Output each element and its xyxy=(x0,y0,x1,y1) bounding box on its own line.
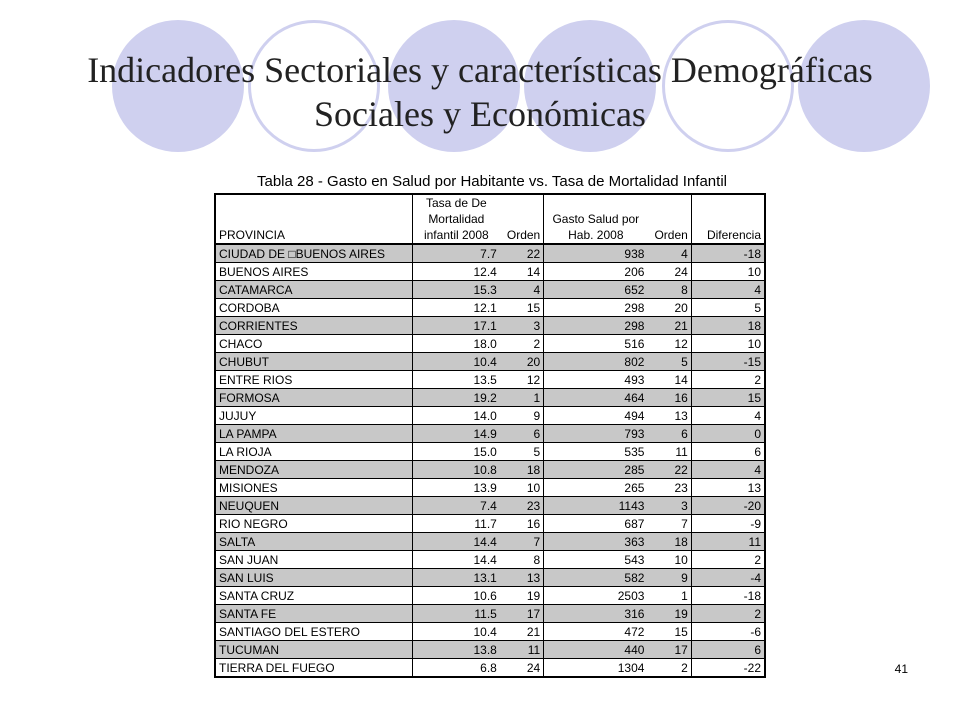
table-row xyxy=(215,335,765,353)
cell-orden-2: 22 xyxy=(647,461,691,479)
cell-orden-1: 7 xyxy=(500,533,544,551)
cell-diferencia: 18 xyxy=(691,317,765,335)
table-row xyxy=(215,371,765,389)
cell-provincia: CORRIENTES xyxy=(215,317,412,335)
cell-diferencia: 6 xyxy=(691,443,765,461)
cell-tasa: 13.5 xyxy=(412,371,500,389)
cell-diferencia: -18 xyxy=(691,587,765,605)
cell-tasa: 11.7 xyxy=(412,515,500,533)
cell-gasto: 793 xyxy=(544,425,648,443)
cell-orden-1: 5 xyxy=(500,443,544,461)
cell-orden-2: 9 xyxy=(647,569,691,587)
header-cell xyxy=(215,194,412,211)
cell-gasto: 516 xyxy=(544,335,648,353)
data-table xyxy=(214,193,766,678)
slide-title xyxy=(0,48,960,136)
cell-diferencia: 5 xyxy=(691,299,765,317)
cell-gasto: 543 xyxy=(544,551,648,569)
cell-tasa: 12.4 xyxy=(412,263,500,281)
cell-tasa: 11.5 xyxy=(412,605,500,623)
cell-orden-2: 19 xyxy=(647,605,691,623)
cell-diferencia: 4 xyxy=(691,461,765,479)
cell-orden-1: 21 xyxy=(500,623,544,641)
table-row xyxy=(215,299,765,317)
cell-provincia: BUENOS AIRES xyxy=(215,263,412,281)
cell-diferencia: 11 xyxy=(691,533,765,551)
cell-tasa: 12.1 xyxy=(412,299,500,317)
cell-provincia: LA RIOJA xyxy=(215,443,412,461)
table-row xyxy=(215,569,765,587)
cell-gasto: 440 xyxy=(544,641,648,659)
table-row xyxy=(215,605,765,623)
cell-tasa: 19.2 xyxy=(412,389,500,407)
cell-gasto: 298 xyxy=(544,317,648,335)
table-row xyxy=(215,479,765,497)
cell-gasto: 938 xyxy=(544,244,648,263)
slide-title-line1: Indicadores Sectoriales y características Demográficas xyxy=(87,50,873,90)
cell-orden-2: 16 xyxy=(647,389,691,407)
cell-gasto: 493 xyxy=(544,371,648,389)
header-gasto-line2: Hab. 2008 xyxy=(544,227,648,244)
cell-diferencia: 0 xyxy=(691,425,765,443)
cell-tasa: 10.4 xyxy=(412,353,500,371)
cell-orden-2: 8 xyxy=(647,281,691,299)
cell-provincia: SAN LUIS xyxy=(215,569,412,587)
cell-diferencia: 10 xyxy=(691,263,765,281)
cell-provincia: CATAMARCA xyxy=(215,281,412,299)
cell-provincia: TUCUMAN xyxy=(215,641,412,659)
cell-orden-2: 7 xyxy=(647,515,691,533)
table-row xyxy=(215,497,765,515)
cell-provincia: SANTA FE xyxy=(215,605,412,623)
cell-orden-1: 17 xyxy=(500,605,544,623)
cell-tasa: 6.8 xyxy=(412,659,500,678)
cell-diferencia: -4 xyxy=(691,569,765,587)
cell-gasto: 464 xyxy=(544,389,648,407)
cell-tasa: 15.3 xyxy=(412,281,500,299)
table-row xyxy=(215,659,765,678)
cell-orden-2: 21 xyxy=(647,317,691,335)
cell-orden-2: 18 xyxy=(647,533,691,551)
cell-diferencia: -20 xyxy=(691,497,765,515)
cell-orden-2: 11 xyxy=(647,443,691,461)
cell-provincia: SANTIAGO DEL ESTERO xyxy=(215,623,412,641)
cell-gasto: 535 xyxy=(544,443,648,461)
table-row xyxy=(215,353,765,371)
cell-orden-1: 11 xyxy=(500,641,544,659)
cell-tasa: 17.1 xyxy=(412,317,500,335)
cell-provincia: TIERRA DEL FUEGO xyxy=(215,659,412,678)
cell-gasto: 316 xyxy=(544,605,648,623)
table-row xyxy=(215,263,765,281)
page-number: 41 xyxy=(894,662,908,676)
cell-tasa: 13.9 xyxy=(412,479,500,497)
cell-diferencia: 2 xyxy=(691,605,765,623)
slide-title-line2: Sociales y Económicas xyxy=(314,94,646,134)
cell-provincia: CHACO xyxy=(215,335,412,353)
cell-tasa: 10.6 xyxy=(412,587,500,605)
cell-orden-1: 15 xyxy=(500,299,544,317)
table-row xyxy=(215,443,765,461)
cell-orden-2: 10 xyxy=(647,551,691,569)
cell-tasa: 18.0 xyxy=(412,335,500,353)
header-cell xyxy=(500,211,544,227)
cell-tasa: 13.1 xyxy=(412,569,500,587)
cell-gasto: 1143 xyxy=(544,497,648,515)
cell-orden-1: 19 xyxy=(500,587,544,605)
header-tasa-line1: Tasa de De xyxy=(412,194,500,211)
cell-diferencia: 13 xyxy=(691,479,765,497)
header-cell xyxy=(647,194,691,211)
cell-orden-1: 6 xyxy=(500,425,544,443)
cell-orden-1: 10 xyxy=(500,479,544,497)
cell-orden-1: 3 xyxy=(500,317,544,335)
header-orden-2: Orden xyxy=(647,227,691,244)
cell-diferencia: 2 xyxy=(691,371,765,389)
cell-orden-1: 9 xyxy=(500,407,544,425)
cell-orden-2: 6 xyxy=(647,425,691,443)
header-cell xyxy=(691,211,765,227)
cell-orden-2: 14 xyxy=(647,371,691,389)
cell-provincia: SANTA CRUZ xyxy=(215,587,412,605)
cell-tasa: 7.7 xyxy=(412,244,500,263)
cell-provincia: SAN JUAN xyxy=(215,551,412,569)
table-row xyxy=(215,317,765,335)
cell-orden-1: 1 xyxy=(500,389,544,407)
table-row xyxy=(215,551,765,569)
table-row xyxy=(215,533,765,551)
cell-orden-1: 18 xyxy=(500,461,544,479)
cell-gasto: 652 xyxy=(544,281,648,299)
cell-orden-2: 24 xyxy=(647,263,691,281)
cell-orden-1: 23 xyxy=(500,497,544,515)
cell-provincia: CORDOBA xyxy=(215,299,412,317)
header-cell xyxy=(691,194,765,211)
cell-diferencia: -9 xyxy=(691,515,765,533)
cell-orden-2: 13 xyxy=(647,407,691,425)
header-tasa-line3: infantil 2008 xyxy=(412,227,500,244)
table-row xyxy=(215,587,765,605)
table-caption: Tabla 28 - Gasto en Salud por Habitante vs. Tasa de Mortalidad Infantil xyxy=(256,173,727,190)
cell-orden-2: 2 xyxy=(647,659,691,678)
cell-tasa: 14.4 xyxy=(412,533,500,551)
cell-provincia: FORMOSA xyxy=(215,389,412,407)
cell-tasa: 14.0 xyxy=(412,407,500,425)
cell-orden-1: 8 xyxy=(500,551,544,569)
cell-provincia: CHUBUT xyxy=(215,353,412,371)
cell-orden-2: 5 xyxy=(647,353,691,371)
cell-gasto: 472 xyxy=(544,623,648,641)
header-cell xyxy=(500,194,544,211)
cell-provincia: MENDOZA xyxy=(215,461,412,479)
header-cell xyxy=(544,194,648,211)
cell-gasto: 363 xyxy=(544,533,648,551)
table-row xyxy=(215,389,765,407)
cell-provincia: LA PAMPA xyxy=(215,425,412,443)
cell-orden-2: 20 xyxy=(647,299,691,317)
cell-gasto: 1304 xyxy=(544,659,648,678)
cell-diferencia: -6 xyxy=(691,623,765,641)
cell-orden-1: 24 xyxy=(500,659,544,678)
header-provincia: PROVINCIA xyxy=(215,227,412,244)
cell-gasto: 285 xyxy=(544,461,648,479)
cell-provincia: NEUQUEN xyxy=(215,497,412,515)
header-tasa-line2: Mortalidad xyxy=(412,211,500,227)
table-row xyxy=(215,623,765,641)
cell-gasto: 298 xyxy=(544,299,648,317)
cell-tasa: 14.4 xyxy=(412,551,500,569)
header-gasto-line1: Gasto Salud por xyxy=(544,211,648,227)
cell-orden-1: 2 xyxy=(500,335,544,353)
cell-diferencia: 4 xyxy=(691,407,765,425)
cell-gasto: 802 xyxy=(544,353,648,371)
table-row xyxy=(215,425,765,443)
header-cell xyxy=(215,211,412,227)
cell-diferencia: -18 xyxy=(691,244,765,263)
table-row xyxy=(215,461,765,479)
table-body xyxy=(215,244,765,677)
cell-diferencia: 4 xyxy=(691,281,765,299)
cell-tasa: 10.4 xyxy=(412,623,500,641)
cell-orden-2: 1 xyxy=(647,587,691,605)
table-row xyxy=(215,281,765,299)
cell-provincia: JUJUY xyxy=(215,407,412,425)
cell-provincia: ENTRE RIOS xyxy=(215,371,412,389)
cell-diferencia: 6 xyxy=(691,641,765,659)
cell-tasa: 7.4 xyxy=(412,497,500,515)
cell-provincia: MISIONES xyxy=(215,479,412,497)
cell-tasa: 10.8 xyxy=(412,461,500,479)
table-row xyxy=(215,244,765,263)
cell-orden-1: 14 xyxy=(500,263,544,281)
cell-orden-1: 12 xyxy=(500,371,544,389)
cell-orden-2: 4 xyxy=(647,244,691,263)
cell-gasto: 2503 xyxy=(544,587,648,605)
cell-gasto: 687 xyxy=(544,515,648,533)
header-cell xyxy=(647,211,691,227)
cell-orden-1: 4 xyxy=(500,281,544,299)
table-row xyxy=(215,407,765,425)
cell-diferencia: -22 xyxy=(691,659,765,678)
table-row xyxy=(215,515,765,533)
cell-diferencia: 10 xyxy=(691,335,765,353)
cell-orden-2: 23 xyxy=(647,479,691,497)
cell-orden-2: 15 xyxy=(647,623,691,641)
cell-provincia: SALTA xyxy=(215,533,412,551)
cell-gasto: 265 xyxy=(544,479,648,497)
header-orden-1: Orden xyxy=(500,227,544,244)
cell-tasa: 14.9 xyxy=(412,425,500,443)
cell-diferencia: -15 xyxy=(691,353,765,371)
cell-tasa: 15.0 xyxy=(412,443,500,461)
cell-orden-1: 22 xyxy=(500,244,544,263)
cell-provincia: RIO NEGRO xyxy=(215,515,412,533)
cell-orden-2: 17 xyxy=(647,641,691,659)
cell-diferencia: 2 xyxy=(691,551,765,569)
cell-gasto: 206 xyxy=(544,263,648,281)
cell-orden-2: 12 xyxy=(647,335,691,353)
cell-provincia: CIUDAD DE □BUENOS AIRES xyxy=(215,244,412,263)
cell-orden-1: 20 xyxy=(500,353,544,371)
cell-orden-1: 16 xyxy=(500,515,544,533)
cell-gasto: 582 xyxy=(544,569,648,587)
cell-tasa: 13.8 xyxy=(412,641,500,659)
cell-diferencia: 15 xyxy=(691,389,765,407)
cell-gasto: 494 xyxy=(544,407,648,425)
header-diferencia: Diferencia xyxy=(691,227,765,244)
table-row xyxy=(215,641,765,659)
cell-orden-1: 13 xyxy=(500,569,544,587)
cell-orden-2: 3 xyxy=(647,497,691,515)
